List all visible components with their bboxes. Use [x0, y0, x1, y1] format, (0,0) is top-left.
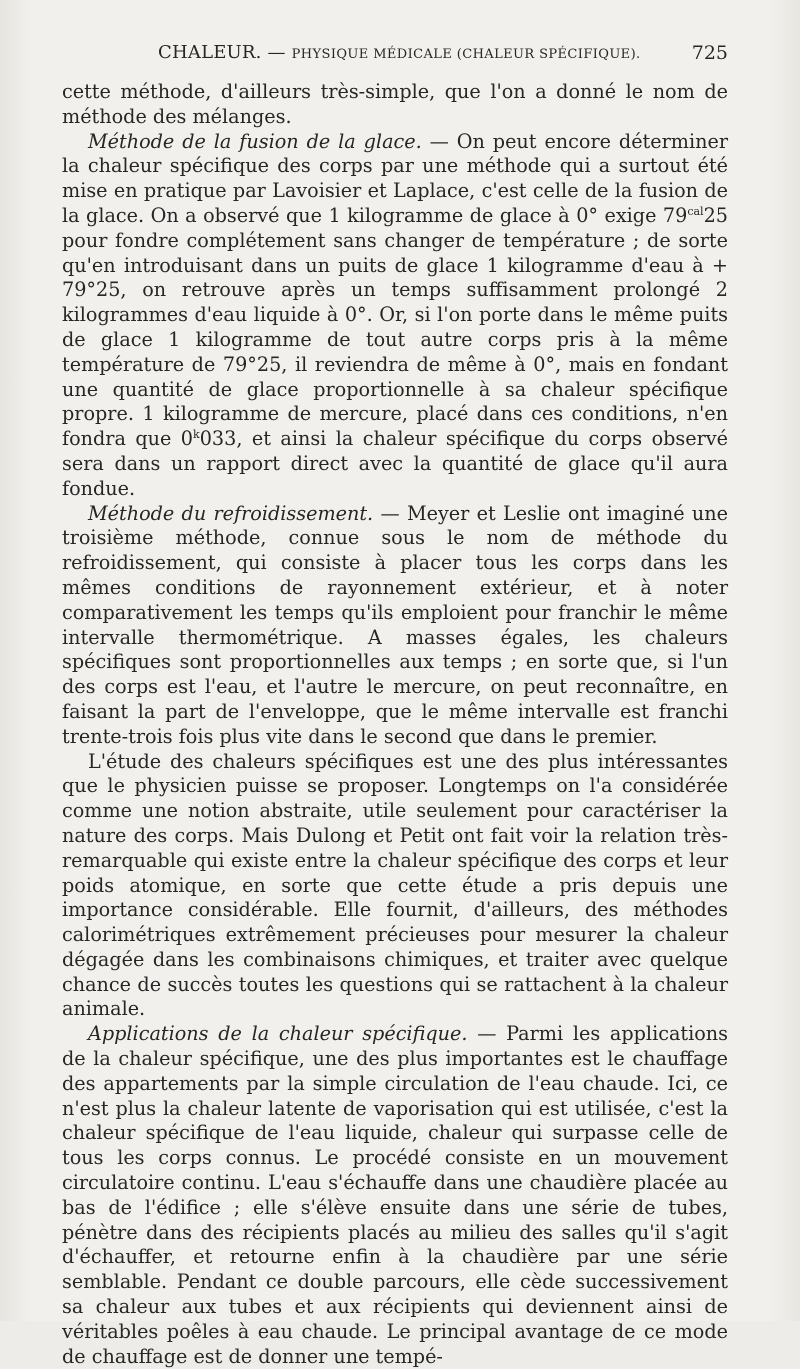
paragraph-text: 25 pour fondre complétement sans changer de température ; de sorte qu'en introduisant dans un puits de glace 1 kilogramme d'eau à + 79°25, on retrouve après un temps suffisamment prolongé 2 kilogrammes d'eau liquide à 0°. Or, si l'on porte dans le même puits de glace 1 kilogramme de tout autre corps pris à la même température de 79°25, il reviendra de même à 0°, mais en fondant une quantité de glace proportionnelle à sa chaleur spécifique propre. 1 kilogramme de mercure, placé dans ces conditions, n'en fondra que 0: [62, 203, 728, 451]
paragraph-text: L'étude des chaleurs spécifiques est une des plus intéressantes que le physicien puisse se proposer. Longtemps on l'a considérée comme une notion abstraite, utile seulement pour caractériser la nature des corps. Mais Dulong et Petit ont fait voir la relation très-remarquable qui existe entre la chaleur spécifique des corps et leur poids atomique, en sorte que cette étude a pris depuis une importance considérable. Elle fournit, d'ailleurs, des méthodes calorimétriques extrêmement précieuses pour mesurer la chaleur dégagée dans les combinaisons chimiques, et traiter avec quelque chance de succès toutes les questions qui se rattachent à la chaleur animale.: [62, 749, 728, 1021]
running-header: [62, 40, 738, 74]
unit-superscript: k: [193, 428, 200, 442]
section-heading: Méthode du refroidissement.: [88, 501, 374, 525]
paragraph-text: — Meyer et Leslie ont imaginé une troisième méthode, connue sous le nom de méthode du refroidissement, qui consiste à placer tous les corps dans les mêmes conditions de rayonnement extérieur, et à noter comparativement les temps qu'ils emploient pour franchir le même intervalle thermométrique. A masses égales, les chaleurs spécifiques sont proportionnelles aux temps ; en sorte que, si l'un des corps est l'eau, et l'autre le mercure, on peut reconnaître, en faisant la part de l'enveloppe, que le même intervalle est franchi trente-trois fois plus vite dans le second que dans le premier.: [62, 501, 729, 748]
paragraph-cooling-method: [62, 502, 728, 750]
section-heading: Méthode de la fusion de la glace.: [88, 129, 422, 153]
section-subtitle: PHYSIQUE MÉDICALE (CHALEUR SPÉCIFIQUE).: [291, 47, 641, 62]
paragraph-text: — On peut encore déterminer la chaleur spécifique des corps par une méthode qui a surtout été mise en pratique par Lavoisier et Laplace, c'est celle de la fusion de la glace. On a observé que 1 kilogramme de glace à 0° exige 79: [62, 129, 729, 227]
paragraph-fusion-method: [62, 130, 728, 502]
page-body: [62, 80, 728, 1369]
header-dash: —: [261, 42, 292, 63]
paragraph-text: cette méthode, d'ailleurs très-simple, que l'on a donné le nom de méthode des mélanges.: [62, 80, 728, 128]
paragraph-text: — Parmi les applications de la chaleur spécifique, une des plus importantes est le chauffage des appartements par la simple circulation de l'eau chaude. Ici, ce n'est plus la chaleur latente de vaporisation qui est utilisée, c'est la chaleur spécifique de l'eau liquide, chaleur qui surpasse celle de tous les corps connus. Le procédé consiste en un mouvement circulatoire continu. L'eau s'échauffe dans une chaudière placée au bas de l'édifice ; elle s'élève ensuite dans une série de tubes, pénètre dans des récipients placés au milieu des salles qu'il s'agit d'échauffer, et retourne enfin à la chaudière par une série semblable. Pendant ce double parcours, elle cède successivement sa chaleur aux tubes et aux récipients qui deviennent ainsi de véritables poêles à eau chaude. Le principal avantage de ce mode de chauffage est de donner une tempé-: [62, 1022, 728, 1368]
running-title: [158, 42, 641, 63]
paragraph-applications: [62, 1022, 728, 1369]
page-number: 725: [691, 42, 728, 64]
section-heading: Applications de la chaleur spécifique.: [88, 1022, 468, 1046]
paragraph-specific-heat-study: [62, 750, 728, 1023]
chapter-title: CHALEUR.: [158, 42, 262, 63]
unit-superscript: cal: [687, 204, 704, 218]
paragraph-continuation: [62, 80, 728, 130]
paragraph-text: 033, et ainsi la chaleur spécifique du corps observé sera dans un rapport direct avec la quantité de glace qu'il aura fondue.: [62, 427, 728, 500]
